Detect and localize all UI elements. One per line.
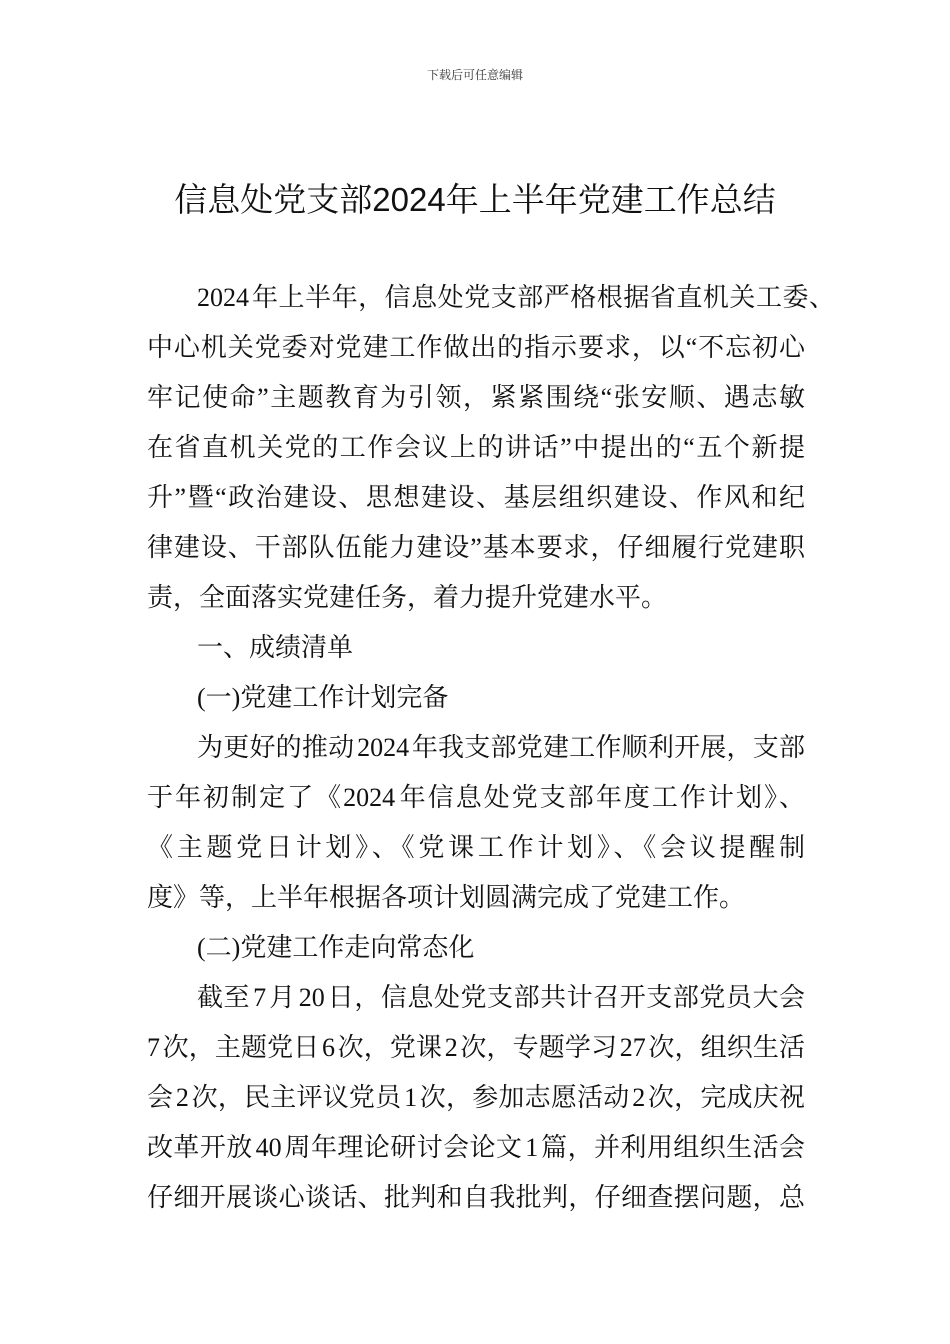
section-heading: 一、成绩清单 [197,633,354,662]
header-note: 下载后可任意编辑 [426,68,523,82]
paragraph-line: 责，全面落实党建任务，着力提升党建水平。 [147,583,668,612]
subsection-heading: (二)党建工作走向常态化 [197,933,475,962]
subsection-plan [0,673,950,923]
paragraph-line: 《主题党日计划》、《党课工作计划》、《会议提醒制 [147,833,805,862]
paragraph-line: 截至 7 月 20 日，信息处党支部共计召开支部党员大会 [197,983,805,1012]
paragraph-line: 律建设、干部队伍能力建设”基本要求，仔细履行党建职 [147,533,805,562]
subsection-routine [0,923,950,1223]
paragraph-line: 会 2 次，民主评议党员 1 次，参加志愿活动 2 次，完成庆祝 [147,1083,805,1112]
paragraph-line: 度》等，上半年根据各项计划圆满完成了党建工作。 [147,883,746,912]
paragraph-line: 在省直机关党的工作会议上的讲话”中提出的“五个新提 [147,433,805,462]
paragraph-line: 于年初制定了《2024 年信息处党支部年度工作计划》、 [147,783,805,812]
paragraph-line: 2024 年上半年，信息处党支部严格根据省直机关工委、 [197,283,835,312]
paragraph-line: 中心机关党委对党建工作做出的指示要求，以“不忘初心 [147,333,805,362]
paragraph-line: 7 次，主题党日 6 次，党课 2 次，专题学习 27 次，组织生活 [147,1033,805,1062]
paragraph-line: 升”暨“政治建设、思想建设、基层组织建设、作风和纪 [147,483,805,512]
subsection-heading: (一)党建工作计划完备 [197,683,449,712]
paragraph-line: 牢记使命”主题教育为引领，紧紧围绕“张安顺、遇志敏 [147,383,805,412]
document-title: 信息处党支部2024年上半年党建工作总结 [174,181,776,218]
paragraph-line: 为更好的推动 2024 年我支部党建工作顺利开展，支部 [197,733,805,762]
paragraph-line: 仔细开展谈心谈话、批判和自我批判，仔细查摆问题，总 [147,1183,805,1212]
paragraph-line: 改革开放 40 周年理论研讨会论文 1 篇，并利用组织生活会 [147,1133,805,1162]
intro-paragraph [0,273,950,623]
document-body [0,273,950,1223]
